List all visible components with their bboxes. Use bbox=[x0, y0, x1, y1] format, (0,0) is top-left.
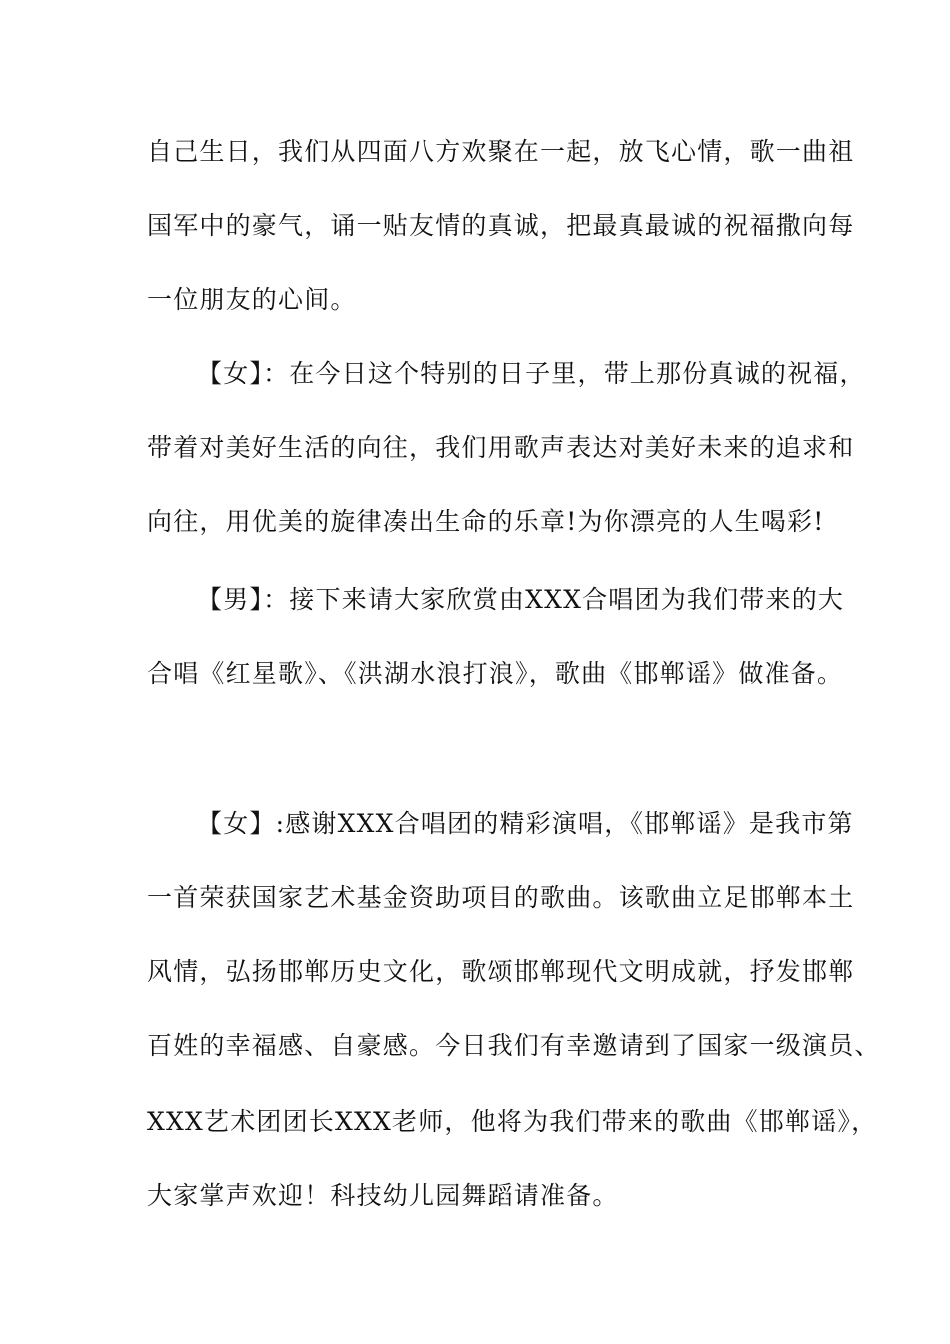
paragraph-1-line-3: 一位朋友的心间。 bbox=[147, 285, 357, 314]
paragraph-4-line-3: 风情，弘扬邯郸历史文化，歌颂邯郸现代文明成就，抒发邯郸 bbox=[147, 957, 855, 986]
paragraph-1-line-1: 自己生日，我们从四面八方欢聚在一起，放飞心情，歌一曲祖 bbox=[147, 137, 855, 166]
paragraph-2-line-2: 带着对美好生活的向往，我们用歌声表达对美好未来的追求和 bbox=[147, 433, 855, 462]
paragraph-2-line-3: 向往，用优美的旋律凑出生命的乐章!为你漂亮的人生喝彩! bbox=[147, 507, 825, 536]
paragraph-4-line-1: 【女】:感谢XXX合唱团的精彩演唱，《邯郸谣》是我市第 bbox=[197, 809, 854, 838]
paragraph-4-line-2: 一首荣获国家艺术基金资助项目的歌曲。该歌曲立足邯郸本土 bbox=[147, 883, 855, 912]
paragraph-3-line-1: 【男】：接下来请大家欣赏由XXX合唱团为我们带来的大 bbox=[197, 585, 845, 614]
paragraph-4-line-5: XXX艺术团团长XXX老师，他将为我们带来的歌曲《邯郸谣》， bbox=[147, 1107, 878, 1136]
paragraph-2-line-1: 【女】：在今日这个特别的日子里，带上那份真诚的祝福， bbox=[197, 359, 866, 388]
paragraph-3-line-2: 合唱《红星歌》、《洪湖水浪打浪》，歌曲《邯郸谣》做准备。 bbox=[147, 659, 844, 688]
paragraph-4-line-4: 百姓的幸福感、自豪感。今日我们有幸邀请到了国家一级演员、 bbox=[147, 1031, 881, 1060]
paragraph-4-line-6: 大家掌声欢迎！科技幼儿园舞蹈请准备。 bbox=[147, 1181, 619, 1210]
paragraph-1-line-2: 国军中的豪气，诵一贴友情的真诚，把最真最诚的祝福撒向每 bbox=[147, 211, 855, 240]
